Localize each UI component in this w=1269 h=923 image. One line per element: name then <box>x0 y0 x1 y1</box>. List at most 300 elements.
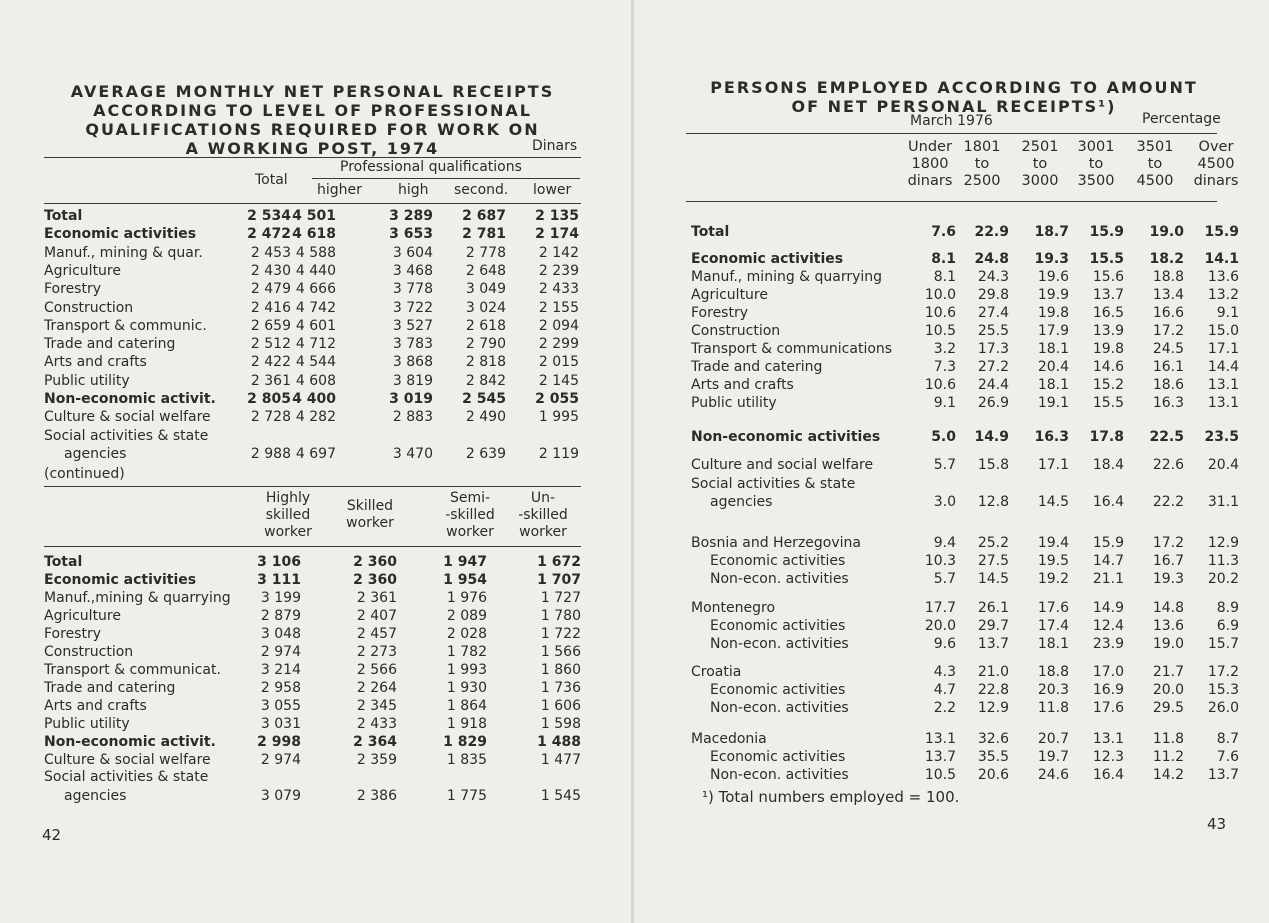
cell: 1 477 <box>540 752 581 768</box>
cell: 26.1 <box>977 600 1009 616</box>
cell: 17.1 <box>1037 457 1069 473</box>
row-label: Non-econ. activities <box>710 767 849 783</box>
cell: 2 094 <box>538 317 579 334</box>
cell: 2 155 <box>538 299 579 316</box>
cell: 16.9 <box>1092 682 1124 698</box>
cell: 1 918 <box>446 716 487 732</box>
cell: 20.0 <box>1152 682 1184 698</box>
cell: 3 778 <box>392 281 433 298</box>
cell: 4.3 <box>933 664 956 680</box>
cell: 16.1 <box>1152 359 1184 375</box>
cell: 2 618 <box>465 317 506 334</box>
cell: 14.4 <box>1207 359 1239 375</box>
header-line: 4500 <box>1197 156 1235 172</box>
cell: 2 119 <box>538 446 579 462</box>
unit-label: Dinars <box>532 138 578 154</box>
cell: 2 407 <box>356 608 397 624</box>
cell: 1 566 <box>540 644 581 660</box>
unit-label: Percentage <box>1142 111 1221 127</box>
cell: 2 648 <box>465 262 506 279</box>
cell: 17.2 <box>1152 323 1184 339</box>
cell: 4 440 <box>295 262 336 279</box>
header-line: -skilled <box>518 507 568 523</box>
table-row <box>0 409 632 427</box>
cell: 9.1 <box>1216 305 1239 321</box>
cell: 1 954 <box>443 572 487 588</box>
cell: 16.5 <box>1092 305 1124 321</box>
cell: 2 142 <box>538 244 579 261</box>
table-row <box>0 336 632 354</box>
table-row <box>0 373 632 391</box>
cell: 20.4 <box>1037 359 1069 375</box>
row-label: Trade and catering <box>44 336 176 353</box>
title-line: PERSONS EMPLOYED ACCORDING TO AMOUNT <box>710 78 1198 97</box>
cell: 13.4 <box>1152 287 1184 303</box>
cell: 14.2 <box>1152 767 1184 783</box>
header-line: 2500 <box>963 173 1001 189</box>
cell: 2 360 <box>353 572 397 588</box>
cell: 13.1 <box>924 731 956 747</box>
table-row <box>0 662 632 680</box>
table-row <box>0 263 632 281</box>
cell: 2 264 <box>356 680 397 696</box>
cell: 2 135 <box>535 208 579 224</box>
cell: 18.1 <box>1037 341 1069 357</box>
table-row <box>0 300 632 318</box>
cell: 2 433 <box>538 281 579 298</box>
cell: 2 879 <box>260 608 301 624</box>
cell: 2 361 <box>356 590 397 606</box>
column-header <box>900 139 960 190</box>
cell: 2 360 <box>353 554 397 570</box>
cell: 21.7 <box>1152 664 1184 680</box>
cell: 1 930 <box>446 680 487 696</box>
header-line: dinars <box>1193 173 1239 189</box>
cell: 2 345 <box>356 698 397 714</box>
header-line: worker <box>446 524 494 540</box>
cell: 1 835 <box>446 752 487 768</box>
row-label: Arts and crafts <box>44 698 147 714</box>
cell: 14.9 <box>974 429 1009 445</box>
cell: 16.3 <box>1034 429 1069 445</box>
cell: 3 819 <box>392 372 433 389</box>
cell: 16.7 <box>1152 553 1184 569</box>
cell: 3 868 <box>392 354 433 371</box>
cell: 8.9 <box>1216 600 1239 616</box>
cell: 22.2 <box>1152 494 1184 510</box>
cell: 5.7 <box>933 457 956 473</box>
table-row <box>634 224 1269 242</box>
cell: 25.5 <box>977 323 1009 339</box>
cell: 17.9 <box>1037 323 1069 339</box>
cell: 4 608 <box>295 372 336 389</box>
cell: 2 818 <box>465 354 506 371</box>
cell: 21.1 <box>1092 571 1124 587</box>
cell: 19.7 <box>1037 749 1069 765</box>
table-row <box>634 682 1269 700</box>
header-line: Under <box>908 139 952 155</box>
cell: 3 199 <box>260 590 301 606</box>
cell: 10.5 <box>924 767 956 783</box>
cell: 3 079 <box>260 788 301 804</box>
table-row <box>0 226 632 244</box>
row-label: Macedonia <box>691 731 767 747</box>
cell: 20.3 <box>1037 682 1069 698</box>
cell: 29.5 <box>1152 700 1184 716</box>
cell: 7.3 <box>933 359 956 375</box>
cell: 1 864 <box>446 698 487 714</box>
cell: 19.4 <box>1037 535 1069 551</box>
cell: 12.9 <box>977 700 1009 716</box>
row-label: Economic activities <box>710 553 846 569</box>
row-label: Transport & communications <box>691 341 893 357</box>
header-rule <box>44 546 581 547</box>
cell: 4 588 <box>295 244 336 261</box>
row-label: Transport & communic. <box>44 317 207 334</box>
column-header: high <box>398 182 429 198</box>
cell: 4 544 <box>295 354 336 371</box>
row-label: Trade and catering <box>691 359 823 375</box>
cell: 4 400 <box>292 391 336 407</box>
row-label: Public utility <box>44 372 130 389</box>
table-row <box>634 636 1269 654</box>
cell: 2 416 <box>250 299 291 316</box>
page-number: 42 <box>42 826 62 844</box>
cell: 25.2 <box>977 535 1009 551</box>
row-label: Croatia <box>691 664 742 680</box>
continued-label: (continued) <box>44 466 125 482</box>
cell: 15.2 <box>1092 377 1124 393</box>
cell: 13.1 <box>1207 377 1239 393</box>
cell: 2 422 <box>250 354 291 371</box>
row-label: Forestry <box>44 626 102 642</box>
table-row <box>634 377 1269 395</box>
cell: 15.9 <box>1204 224 1239 240</box>
cell: 9.6 <box>933 636 956 652</box>
cell: 13.1 <box>1207 395 1239 411</box>
row-label: Bosnia and Herzegovina <box>691 535 861 551</box>
cell: 7.6 <box>931 224 956 240</box>
cell: 6.9 <box>1216 618 1239 634</box>
cell: 18.8 <box>1037 664 1069 680</box>
cell: 17.2 <box>1207 664 1239 680</box>
cell: 2 958 <box>260 680 301 696</box>
header-line: 2501 <box>1021 139 1059 155</box>
table-row <box>634 731 1269 749</box>
column-header <box>1010 139 1070 190</box>
column-header <box>1125 139 1185 190</box>
cell: 3 049 <box>465 281 506 298</box>
cell: 2 545 <box>462 391 506 407</box>
cell: 14.9 <box>1092 600 1124 616</box>
cell: 3 055 <box>260 698 301 714</box>
table-row <box>0 391 632 409</box>
table-row <box>0 281 632 299</box>
header-line: 3000 <box>1021 173 1059 189</box>
title-line: ACCORDING TO LEVEL OF PROFESSIONAL <box>93 101 532 120</box>
row-label: Arts and crafts <box>44 354 147 371</box>
cell: 24.3 <box>977 269 1009 285</box>
column-header <box>437 490 503 541</box>
row-label: Culture & social welfare <box>44 409 211 426</box>
cell: 27.4 <box>977 305 1009 321</box>
row-label: Economic activities <box>44 572 197 588</box>
cell: 2 145 <box>538 372 579 389</box>
table-row <box>634 305 1269 323</box>
cell: 2 239 <box>538 262 579 279</box>
cell: 3 048 <box>260 626 301 642</box>
row-label: Total <box>44 208 83 224</box>
column-header <box>510 490 576 541</box>
date-label: March 1976 <box>910 113 993 129</box>
row-label: Manuf., mining & quar. <box>44 244 203 261</box>
cell: 7.6 <box>1216 749 1239 765</box>
table-row <box>0 318 632 336</box>
row-label: agencies <box>64 446 127 462</box>
row-label: Non-economic activit. <box>44 734 216 750</box>
cell: 32.6 <box>977 731 1009 747</box>
row-label: Construction <box>44 644 134 660</box>
page-number: 43 <box>1207 815 1227 833</box>
cell: 11.2 <box>1152 749 1184 765</box>
row-label: Agriculture <box>44 262 121 279</box>
cell: 8.7 <box>1216 731 1239 747</box>
cell: 3 214 <box>260 662 301 678</box>
cell: 19.0 <box>1152 636 1184 652</box>
header-rule <box>44 203 581 204</box>
cell: 19.3 <box>1152 571 1184 587</box>
cell: 5.0 <box>931 429 956 445</box>
cell: 20.7 <box>1037 731 1069 747</box>
table-row <box>634 571 1269 589</box>
cell: 18.4 <box>1092 457 1124 473</box>
cell: 15.7 <box>1207 636 1239 652</box>
cell: 13.1 <box>1092 731 1124 747</box>
cell: 10.0 <box>924 287 956 303</box>
table-row <box>0 734 632 752</box>
left-table-title <box>40 82 585 158</box>
row-label: Economic activities <box>691 251 844 267</box>
title-line: AVERAGE MONTHLY NET PERSONAL RECEIPTS <box>70 82 555 101</box>
table-row <box>0 644 632 662</box>
cell: 4 618 <box>292 226 336 243</box>
table-row <box>634 535 1269 553</box>
section-rule <box>44 486 581 487</box>
cell: 3 468 <box>392 262 433 279</box>
cell: 18.2 <box>1149 251 1184 267</box>
cell: 8.1 <box>931 251 956 267</box>
top-rule <box>44 157 581 158</box>
header-line: to <box>974 156 990 172</box>
cell: 29.8 <box>977 287 1009 303</box>
cell: 17.1 <box>1207 341 1239 357</box>
row-label: agencies <box>710 494 773 510</box>
cell: 1 598 <box>540 716 581 732</box>
cell: 18.6 <box>1152 377 1184 393</box>
cell: 2 055 <box>535 391 579 407</box>
cell: 10.6 <box>924 377 956 393</box>
table-row <box>634 767 1269 785</box>
row-label: Manuf.,mining & quarrying <box>44 590 231 606</box>
row-label: Economic activities <box>44 226 197 243</box>
row-label: Agriculture <box>691 287 768 303</box>
cell: 20.2 <box>1207 571 1239 587</box>
cell: 27.2 <box>977 359 1009 375</box>
header-rule <box>686 201 1217 202</box>
cell: 19.6 <box>1037 269 1069 285</box>
cell: 17.6 <box>1092 700 1124 716</box>
cell: 16.4 <box>1092 767 1124 783</box>
cell: 4 666 <box>295 281 336 298</box>
cell: 4 601 <box>295 317 336 334</box>
cell: 14.8 <box>1152 600 1184 616</box>
right-page <box>634 0 1269 923</box>
row-label: Agriculture <box>44 608 121 624</box>
header-line: Skilled <box>346 498 394 514</box>
cell: 2 174 <box>535 226 579 243</box>
cell: 13.2 <box>1207 287 1239 303</box>
row-label: Construction <box>44 299 134 316</box>
cell: 3 019 <box>389 391 433 407</box>
cell: 20.6 <box>977 767 1009 783</box>
table-row <box>634 618 1269 636</box>
header-line: worker <box>519 524 567 540</box>
cell: 2 566 <box>356 662 397 678</box>
header-line: Highly <box>265 490 311 506</box>
cell: 2 790 <box>465 336 506 353</box>
cell: 19.2 <box>1037 571 1069 587</box>
cell: 15.9 <box>1092 535 1124 551</box>
table-row <box>0 788 632 806</box>
cell: 17.4 <box>1037 618 1069 634</box>
cell: 13.7 <box>924 749 956 765</box>
cell: 2 299 <box>538 336 579 353</box>
cell: 2 687 <box>462 208 506 224</box>
cell: 14.5 <box>977 571 1009 587</box>
cell: 1 736 <box>540 680 581 696</box>
table-row <box>0 554 632 572</box>
row-label: Non-econ. activities <box>710 571 849 587</box>
row-label: Montenegro <box>691 600 776 616</box>
cell: 18.1 <box>1037 636 1069 652</box>
cell: 15.6 <box>1092 269 1124 285</box>
cell: 4 282 <box>295 409 336 426</box>
cell: 14.5 <box>1037 494 1069 510</box>
cell: 1 606 <box>540 698 581 714</box>
cell: 1 947 <box>443 554 487 570</box>
cell: 3 604 <box>392 244 433 261</box>
cell: 26.9 <box>977 395 1009 411</box>
title-line: OF NET PERSONAL RECEIPTS¹) <box>791 97 1117 116</box>
cell: 2 728 <box>250 409 291 426</box>
cell: 3 111 <box>257 572 301 588</box>
cell: 1 782 <box>446 644 487 660</box>
cell: 19.8 <box>1092 341 1124 357</box>
cell: 15.5 <box>1092 395 1124 411</box>
cell: 4 712 <box>295 336 336 353</box>
title-line: A WORKING POST, 1974 <box>185 139 440 158</box>
cell: 2 015 <box>538 354 579 371</box>
header-line: 3501 <box>1136 139 1174 155</box>
cell: 2 361 <box>250 372 291 389</box>
row-label: Culture and social welfare <box>691 457 874 473</box>
cell: 13.7 <box>1092 287 1124 303</box>
cell: 18.8 <box>1152 269 1184 285</box>
cell: 3 289 <box>389 208 433 224</box>
row-label: Total <box>44 554 83 570</box>
cell: 2 089 <box>446 608 487 624</box>
header-line: 1801 <box>963 139 1001 155</box>
row-label: Non-econ. activities <box>710 700 849 716</box>
cell: 2 472 <box>247 226 291 243</box>
cell: 1 860 <box>540 662 581 678</box>
cell: 4 697 <box>295 446 336 462</box>
table-row <box>0 354 632 372</box>
cell: 2 028 <box>446 626 487 642</box>
cell: 2 974 <box>260 752 301 768</box>
header-line: -skilled <box>445 507 495 523</box>
header-line: to <box>1147 156 1163 172</box>
cell: 15.0 <box>1207 323 1239 339</box>
cell: 1 829 <box>443 734 487 750</box>
cell: 4 501 <box>292 208 336 224</box>
cell: 17.2 <box>1152 535 1184 551</box>
table-row <box>634 341 1269 359</box>
row-label: Non-economic activities <box>691 429 881 445</box>
cell: 21.0 <box>977 664 1009 680</box>
cell: 2 974 <box>260 644 301 660</box>
cell: 12.4 <box>1092 618 1124 634</box>
cell: 5.7 <box>933 571 956 587</box>
cell: 2 453 <box>250 244 291 261</box>
row-label: Social activities & state <box>44 769 209 785</box>
cell: 1 672 <box>537 554 581 570</box>
row-label: Transport & communicat. <box>44 662 221 678</box>
cell: 1 727 <box>540 590 581 606</box>
cell: 12.9 <box>1207 535 1239 551</box>
table-row <box>634 494 1269 512</box>
header-line: Un- <box>530 490 556 506</box>
cell: 9.1 <box>933 395 956 411</box>
row-label: agencies <box>64 788 127 804</box>
cell: 4.7 <box>933 682 956 698</box>
cell: 3.2 <box>933 341 956 357</box>
row-label: Economic activities <box>710 749 846 765</box>
cell: 2 386 <box>356 788 397 804</box>
cell: 22.9 <box>974 224 1009 240</box>
header-line: worker <box>346 515 394 531</box>
cell: 13.6 <box>1152 618 1184 634</box>
cell: 2 479 <box>250 281 291 298</box>
cell: 14.6 <box>1092 359 1124 375</box>
cell: 3 653 <box>389 226 433 243</box>
row-label: Economic activities <box>710 618 846 634</box>
cell: 2 998 <box>257 734 301 750</box>
cell: 14.1 <box>1204 251 1239 267</box>
cell: 3.0 <box>933 494 956 510</box>
title-line: QUALIFICATIONS REQUIRED FOR WORK ON <box>85 120 540 139</box>
table-row <box>634 429 1269 447</box>
cell: 17.6 <box>1037 600 1069 616</box>
cell: 2 883 <box>392 409 433 426</box>
cell: 24.8 <box>974 251 1009 267</box>
cell: 3 722 <box>392 299 433 316</box>
cell: 2 430 <box>250 262 291 279</box>
cell: 11.8 <box>1152 731 1184 747</box>
row-label: Public utility <box>44 716 130 732</box>
table-row <box>634 359 1269 377</box>
table-row <box>634 749 1269 767</box>
